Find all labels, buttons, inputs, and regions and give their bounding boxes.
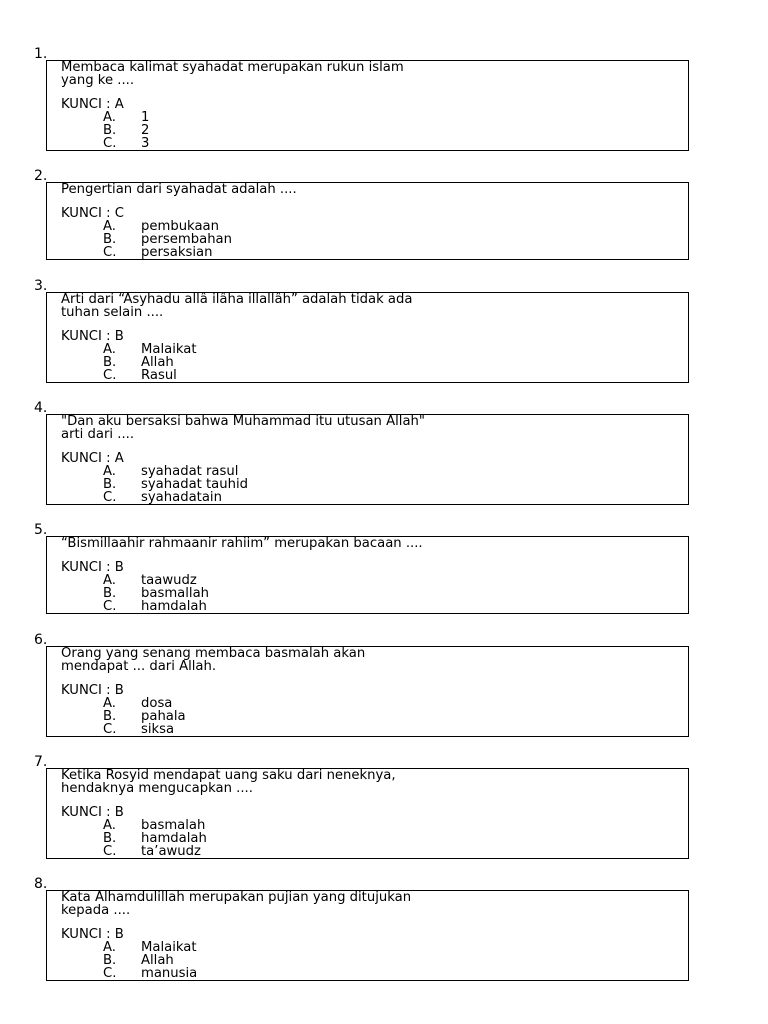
option-c: C. persaksian <box>103 245 213 260</box>
question-7 <box>34 756 689 859</box>
option-a: A. pembukaan <box>103 219 219 234</box>
option-b: B. pahala <box>103 709 186 724</box>
option-b: B. syahadat tauhid <box>103 477 249 492</box>
question-8 <box>34 878 689 981</box>
option-a: A. Malaikat <box>103 342 197 357</box>
question-box <box>46 60 689 151</box>
option-b: B. persembahan <box>103 232 232 247</box>
question-number: 5. <box>34 522 48 538</box>
question-box <box>46 536 689 614</box>
option-a: A. Malaikat <box>103 940 197 955</box>
option-b: B. basmallah <box>103 586 210 601</box>
question-text: Kata Alhamdulillah merupakan pujian yang ditujukan kepada .... <box>61 890 412 918</box>
question-box <box>46 292 689 383</box>
question-4 <box>34 402 689 505</box>
question-3 <box>34 280 689 383</box>
question-number: 1. <box>34 46 48 62</box>
question-number: 2. <box>34 168 48 184</box>
option-b: B. 2 <box>103 123 150 138</box>
question-text: Pengertian dari syahadat adalah .... <box>61 182 297 197</box>
option-a: A. dosa <box>103 696 173 711</box>
options-list <box>61 220 688 259</box>
question-box <box>46 414 689 505</box>
option-c: C. hamdalah <box>103 599 207 614</box>
option-c: C. siksa <box>103 722 175 737</box>
options-list <box>61 343 688 382</box>
question-text: Ketika Rosyid mendapat uang saku dari neneknya, hendaknya mengucapkan .... <box>61 768 396 796</box>
question-number: 4. <box>34 400 48 416</box>
question-6 <box>34 634 689 737</box>
options-list <box>61 941 688 980</box>
answer-key: KUNCI : B <box>61 329 124 344</box>
option-c: C. manusia <box>103 966 198 981</box>
question-box <box>46 768 689 859</box>
option-a: A. syahadat rasul <box>103 464 239 479</box>
question-box <box>46 890 689 981</box>
option-b: B. Allah <box>103 953 174 968</box>
option-c: C. 3 <box>103 136 150 151</box>
options-list <box>61 111 688 150</box>
option-b: B. Allah <box>103 355 174 370</box>
question-text: “Bismillaahir rahmaanir rahiim” merupakan bacaan .... <box>61 536 423 551</box>
option-c: C. syahadatain <box>103 490 222 505</box>
question-box <box>46 646 689 737</box>
answer-key: KUNCI : B <box>61 927 124 942</box>
options-list <box>61 697 688 736</box>
answer-key: KUNCI : B <box>61 560 124 575</box>
question-number: 8. <box>34 876 48 892</box>
question-number: 7. <box>34 754 48 770</box>
option-a: A. taawudz <box>103 573 197 588</box>
question-number: 3. <box>34 278 48 294</box>
question-text: Orang yang senang membaca basmalah akan mendapat ... dari Allah. <box>61 646 366 674</box>
answer-key: KUNCI : A <box>61 451 124 466</box>
answer-key: KUNCI : C <box>61 206 124 221</box>
option-c: C. ta’awudz <box>103 844 201 859</box>
options-list <box>61 819 688 858</box>
question-box <box>46 182 689 260</box>
question-2 <box>34 170 689 260</box>
question-5 <box>34 524 689 614</box>
question-number: 6. <box>34 632 48 648</box>
answer-key: KUNCI : A <box>61 97 124 112</box>
option-a: A. 1 <box>103 110 150 125</box>
question-1 <box>34 48 689 151</box>
question-text: Arti dari “Asyhadu allâ ilâha illallâh” adalah tidak ada tuhan selain .... <box>61 292 413 320</box>
option-c: C. Rasul <box>103 368 177 383</box>
option-a: A. basmalah <box>103 818 206 833</box>
question-text: "Dan aku bersaksi bahwa Muhammad itu utusan Allah" arti dari .... <box>61 414 425 442</box>
answer-key: KUNCI : B <box>61 683 124 698</box>
options-list <box>61 465 688 504</box>
option-b: B. hamdalah <box>103 831 207 846</box>
answer-key: KUNCI : B <box>61 805 124 820</box>
question-text: Membaca kalimat syahadat merupakan rukun islam yang ke .... <box>61 60 404 88</box>
options-list <box>61 574 688 613</box>
